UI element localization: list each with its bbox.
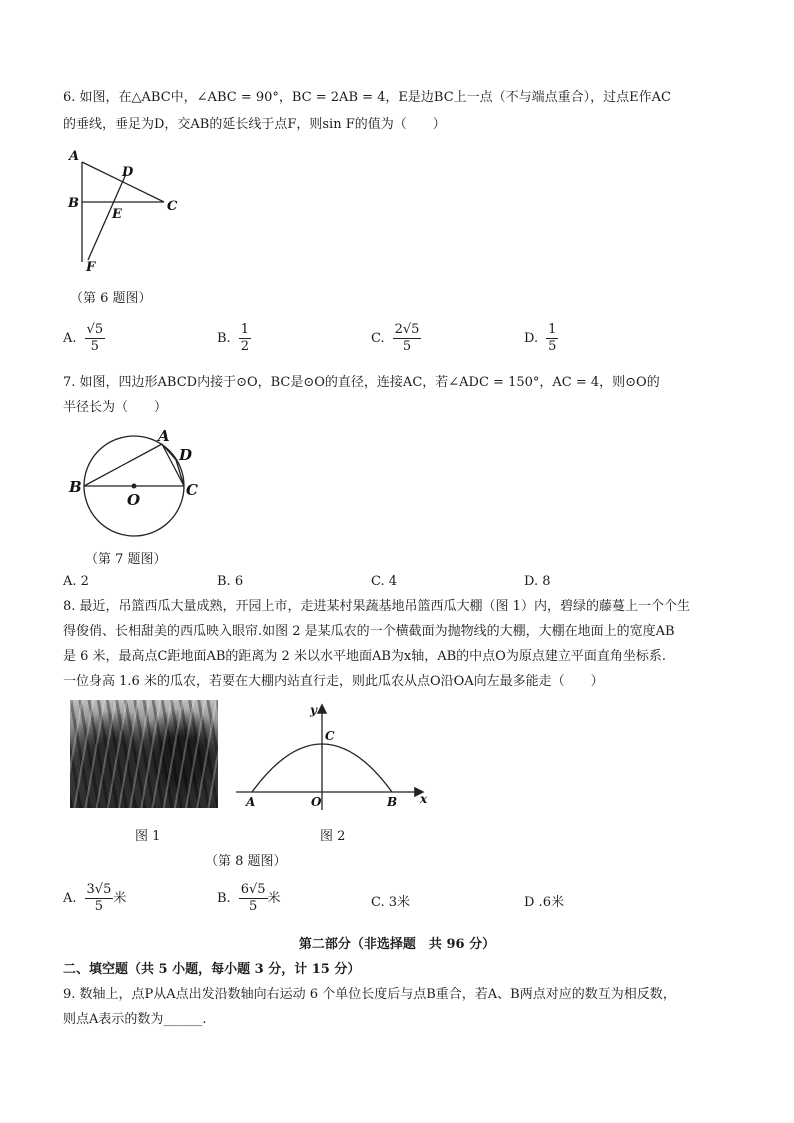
q8-option-b-unit: 米 (267, 891, 281, 906)
q9-stem-line1: 9. 数轴上，点P从A点出发沿数轴向右运动 6 个单位长度后与点B重合，若A、B两点对应的数互为相反数， (63, 987, 676, 1002)
q8-label-c: C (325, 729, 335, 743)
q7-option-d[interactable]: D. 8 (524, 574, 551, 589)
q8-figure1-caption: 图 1 (135, 829, 161, 844)
q6-label-f: F (86, 260, 96, 275)
q7-option-b[interactable]: B. 6 (217, 574, 244, 589)
q6-option-d-letter: D. (524, 331, 539, 346)
q6-stem-line1: 6. 如图，在△ABC中，∠ABC = 90°，BC = 2AB = 4，E是边BC上一点（不与端点重合），过点E作AC (63, 90, 671, 105)
q8-figure2-caption: 图 2 (320, 829, 346, 844)
q8-stem-line4: 一位身高 1.6 米的瓜农，若要在大棚内站直行走，则此瓜农从点O沿OA向左最多能走（ ） (63, 674, 604, 689)
q6-option-c-fraction: $\frac{2√5}{5}$ (394, 322, 420, 354)
q7-label-a: A (158, 427, 170, 445)
q8-figure1-photo (70, 700, 218, 808)
q8-option-d[interactable]: D .6米 (524, 895, 564, 910)
q8-label-b: B (387, 795, 398, 809)
q8-option-b-fraction: $\frac{6√5}{5}$ (240, 882, 266, 914)
q6-stem-line2: 的垂线，垂足为D，交AB的延长线于点F，则sin F的值为（ ） (63, 117, 446, 132)
q6-option-d[interactable] (524, 322, 558, 355)
q8-option-b[interactable] (217, 882, 281, 915)
q6-label-a: A (69, 149, 80, 164)
q7-option-a[interactable]: A. 2 (63, 574, 89, 589)
q6-option-d-fraction: $\frac{1}{5}$ (548, 322, 557, 354)
q7-label-b: B (69, 478, 82, 496)
q6-option-a-letter: A. (63, 331, 77, 346)
q7-label-d: D (179, 446, 193, 464)
q9-stem-line2: 则点A表示的数为______. (63, 1012, 207, 1027)
q6-caption: （第 6 题图） (70, 291, 152, 306)
q8-label-a: A (246, 795, 256, 809)
q7-label-o: O (127, 491, 141, 509)
section-fill-in-heading: 二、填空题（共 5 小题，每小题 3 分，计 15 分） (63, 962, 361, 977)
q6-label-b: B (68, 196, 79, 211)
q6-option-b[interactable] (217, 322, 251, 355)
q7-center-dot (132, 484, 137, 489)
q6-option-a-fraction: $\frac{√5}{5}$ (86, 322, 104, 354)
q6-option-b-letter: B. (217, 331, 231, 346)
q6-option-c-letter: C. (371, 331, 385, 346)
q7-caption: （第 7 题图） (85, 552, 167, 567)
q6-label-c: C (167, 199, 178, 214)
q8-option-a-letter: A. (63, 891, 77, 906)
q8-stem-line1: 8. 最近，吊篮西瓜大量成熟，开园上市，走进某村果蔬基地吊篮西瓜大棚（图 1）内，碧绿的藤蔓上一个个生 (63, 599, 690, 614)
q7-figure (60, 420, 210, 545)
q8-option-b-letter: B. (217, 891, 231, 906)
q6-option-a[interactable] (63, 322, 105, 355)
q8-caption: （第 8 题图） (205, 854, 287, 869)
q7-chord-ba (84, 444, 162, 486)
q8-label-y: y (310, 703, 317, 717)
q8-figure2-graph (232, 700, 432, 815)
q8-label-x: x (420, 792, 428, 806)
q6-label-d: D (122, 165, 134, 180)
q8-option-c[interactable]: C. 3米 (371, 895, 411, 910)
q7-label-c: C (186, 481, 198, 499)
q6-figure (60, 140, 190, 275)
q8-option-a-fraction: $\frac{3√5}{5}$ (86, 882, 112, 914)
q6-label-e: E (112, 207, 122, 222)
q8-option-a-unit: 米 (113, 891, 127, 906)
q6-option-b-fraction: $\frac{1}{2}$ (240, 322, 249, 354)
q7-stem-line1: 7. 如图，四边形ABCD内接于⊙O，BC是⊙O的直径，连接AC，若∠ADC = 150°，AC = 4，则⊙O的 (63, 375, 660, 390)
part2-heading: 第二部分（非选择题 共 96 分） (298, 937, 496, 952)
q6-option-c[interactable] (371, 322, 421, 355)
q8-stem-line2: 得俊俏、长相甜美的西瓜映入眼帘.如图 2 是某瓜农的一个横截面为抛物线的大棚，大棚在地面上的宽度AB (63, 624, 675, 639)
q8-option-a[interactable] (63, 882, 126, 915)
q7-stem-line2: 半径长为（ ） (63, 400, 168, 415)
q7-option-c[interactable]: C. 4 (371, 574, 398, 589)
q8-stem-line3: 是 6 米，最高点C距地面AB的距离为 2 米以水平地面AB为x轴，AB的中点O为原点建立平面直角坐标系. (63, 649, 666, 664)
q8-label-o: O (311, 795, 322, 809)
